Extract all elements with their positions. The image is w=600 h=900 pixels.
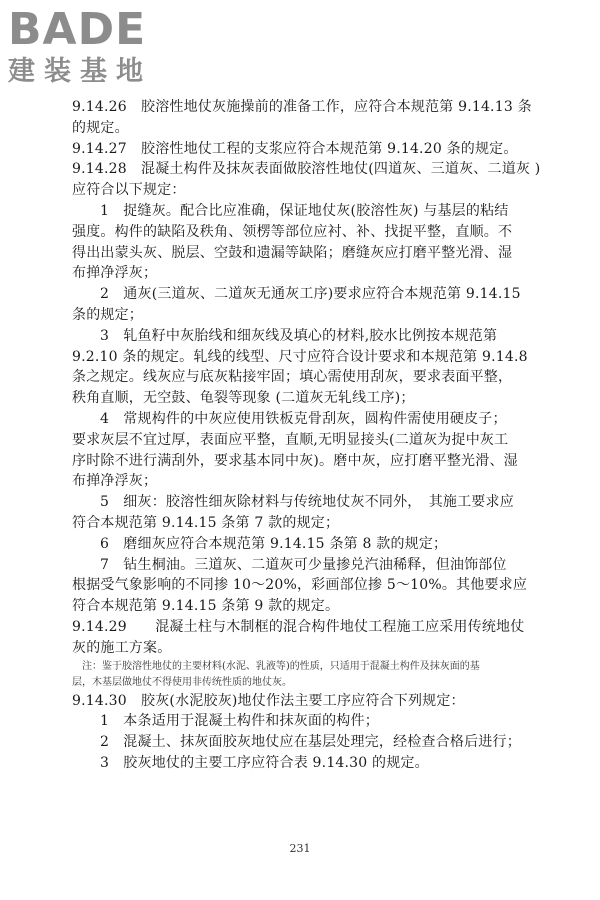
logo-subtitle: 建装基地	[8, 56, 152, 87]
clause-block-2	[72, 691, 548, 774]
text-line: 3 轧鱼籽中灰胎线和细灰线及填心的材料,胶水比例按本规范第	[100, 327, 498, 344]
text-line: 5 细灰：胶溶性细灰除材料与传统地仗灰不同外， 其施工要求应	[100, 494, 514, 511]
logo-wordmark: BADE	[8, 4, 147, 55]
text-line: 1 本条适用于混凝土构件和抹灰面的构件；	[100, 713, 379, 730]
page-number: 231	[289, 842, 311, 855]
text-line: 强度。构件的缺陷及秩角、领楞等部位应衬、补、找捉平整，直顺。不	[72, 223, 513, 240]
note-block	[72, 659, 548, 691]
text-line: 9.14.27 胶溶性地仗工程的支浆应符合本规范第 9.14.20 条的规定。	[72, 140, 518, 157]
text-line: 9.14.28 混凝土构件及抹灰表面做胶溶性地仗(四道灰、三道灰、二道灰 )	[72, 161, 541, 178]
text-line: 灰的施工方案。	[72, 639, 172, 656]
text-line: 2 混凝土、抹灰面胶灰地仗应在基层处理完，经检查合格后进行；	[100, 734, 521, 751]
text-line: 要求灰层不宜过厚，表面应平整，直顺,无明显接头(二道灰为捉中灰工	[72, 431, 509, 448]
text-line: 9.14.30 胶灰(水泥胶灰)地仗作法主要工序应符合下列规定：	[72, 692, 465, 709]
text-line: 布掸净浮灰；	[72, 265, 158, 282]
text-line: 序时除不进行满刮外，要求基本同中灰)。磨中灰，应打磨平整光滑、湿	[72, 452, 518, 469]
text-line: 1 捉缝灰。配合比应准确，保证地仗灰(胶溶性灰) 与基层的粘结	[100, 202, 509, 219]
text-line: 9.14.29 混凝土柱与木制框的混合构件地仗工程施工应采用传统地仗	[72, 618, 525, 635]
text-line: 根据受气象影响的不同掺 10～20%，彩画部位掺 5～10%。其他要求应	[72, 577, 528, 594]
text-line: 7 钻生桐油。三道灰、二道灰可少量掺兑汽油稀释，但油饰部位	[100, 556, 507, 573]
text-line: 的规定。	[72, 119, 129, 136]
note-line: 注：鉴于胶溶性地仗的主要材料(水泥、乳液等)的性质，只适用于混凝土构件及抹灰面的基	[72, 660, 480, 672]
text-line: 6 磨细灰应符合本规范第 9.14.15 条第 8 款的规定；	[100, 535, 448, 552]
text-line: 得出出蒙头灰、脱层、空鼓和遗漏等缺陷；磨缝灰应打磨平整光滑、湿	[72, 244, 513, 261]
text-line: 秩角直顺，无空鼓、龟裂等现象 (二道灰无轧线工序)；	[72, 390, 415, 407]
document-body	[72, 97, 548, 774]
text-line: 9.14.26 胶溶性地仗灰施操前的准备工作，应符合本规范第 9.14.13 条	[72, 99, 532, 115]
text-line: 3 胶灰地仗的主要工序应符合表 9.14.30 的规定。	[100, 754, 429, 771]
text-line: 9.2.10 条的规定。轧线的线型、尺寸应符合设计要求和本规范第 9.14.8	[72, 348, 528, 365]
text-line: 2 通灰(三道灰、二道灰无通灰工序)要求应符合本规范第 9.14.15	[100, 286, 521, 303]
text-line: 4 常规构件的中灰应使用铁板克骨刮灰，圆构件需使用硬皮子；	[100, 410, 507, 427]
clause-block	[72, 97, 548, 659]
note-line: 层，木基层做地仗不得使用非传统性质的地仗灰。	[72, 676, 292, 688]
text-line: 符合本规范第 9.14.15 条第 9 款的规定。	[72, 598, 340, 615]
text-line: 符合本规范第 9.14.15 条第 7 款的规定；	[72, 514, 340, 531]
text-line: 布掸净浮灰；	[72, 473, 158, 490]
bade-logo	[8, 6, 188, 98]
text-line: 条的规定；	[72, 306, 143, 323]
text-line: 应符合以下规定：	[72, 182, 186, 199]
text-line: 条之规定。线灰应与底灰粘接牢固；填心需使用刮灰，要求表面平整，	[72, 369, 513, 386]
